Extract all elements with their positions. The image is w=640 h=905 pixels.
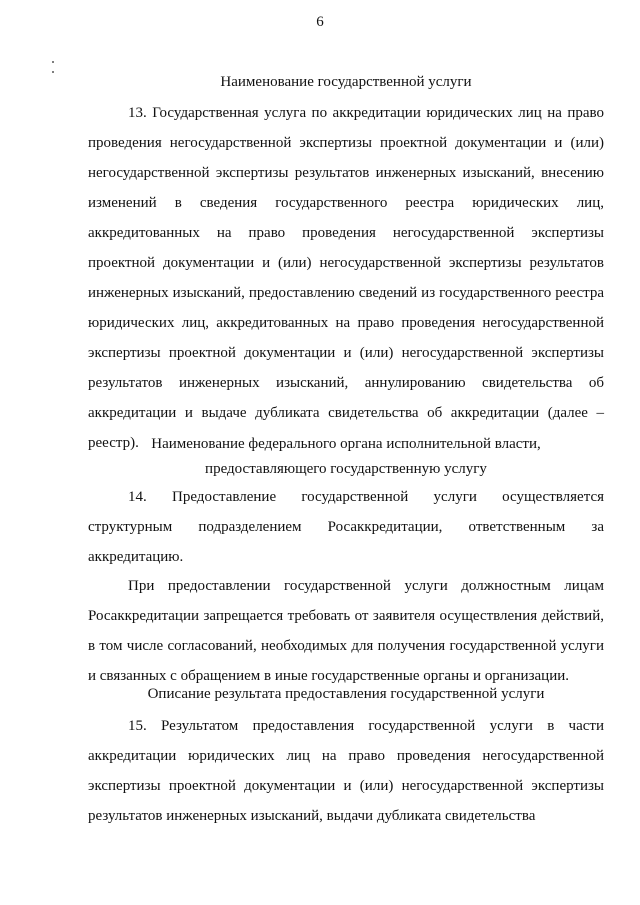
paragraph-14: 14. Предоставление государственной услуги осуществляется структурным подразделением Росаккредитации, ответственным за аккредитацию. (88, 489, 604, 565)
section-body-federal-body (88, 482, 604, 691)
heading-line: Наименование федерального органа исполнительной власти, (151, 436, 541, 452)
scan-speck (52, 61, 54, 63)
section-heading-service-name: Наименование государственной услуги (220, 74, 472, 90)
heading-line: предоставляющего государственную услугу (205, 461, 487, 477)
paragraph-13: 13. Государственная услуга по аккредитации юридических лиц на право проведения негосударственной экспертизы проектной документации и (или) негосударственной экспертизы результатов инженерных изысканий, внесению изменений в сведения государственного реестра юридических лиц, аккредитованных на право проведения негосударственной экспертизы проектной документации и (или) негосударственной экспертизы результатов инженерных изысканий, предоставлению сведений из государственного реестра юридических лиц, аккредитованных на право проведения негосударственной экспертизы проектной документации и (или) негосударственной экспертизы результатов инженерных изысканий, аннулированию свидетельства об аккредитации и выдаче дубликата свидетельства об аккредитации (далее – реестр). (88, 105, 604, 451)
paragraph-15: 15. Результатом предоставления государственной услуги в части аккредитации юридических лиц на право проведения негосударственной экспертизы проектной документации и (или) негосударственной экспертизы результатов инженерных изысканий, выдачи дубликата свидетельства (88, 718, 604, 824)
page-number: 6 (316, 14, 324, 30)
scan-speck (52, 71, 54, 73)
section-body-service-name (88, 98, 604, 458)
section-body-result (88, 711, 604, 831)
section-heading-federal-body (88, 432, 604, 482)
paragraph-14-continued: При предоставлении государственной услуги должностным лицам Росаккредитации запрещается требовать от заявителя осуществления действий, в том числе согласований, необходимых для получения государственной услуги и связанных с обращением в иные государственные органы и организации. (88, 578, 604, 684)
section-heading-result: Описание результата предоставления государственной услуги (147, 686, 545, 702)
